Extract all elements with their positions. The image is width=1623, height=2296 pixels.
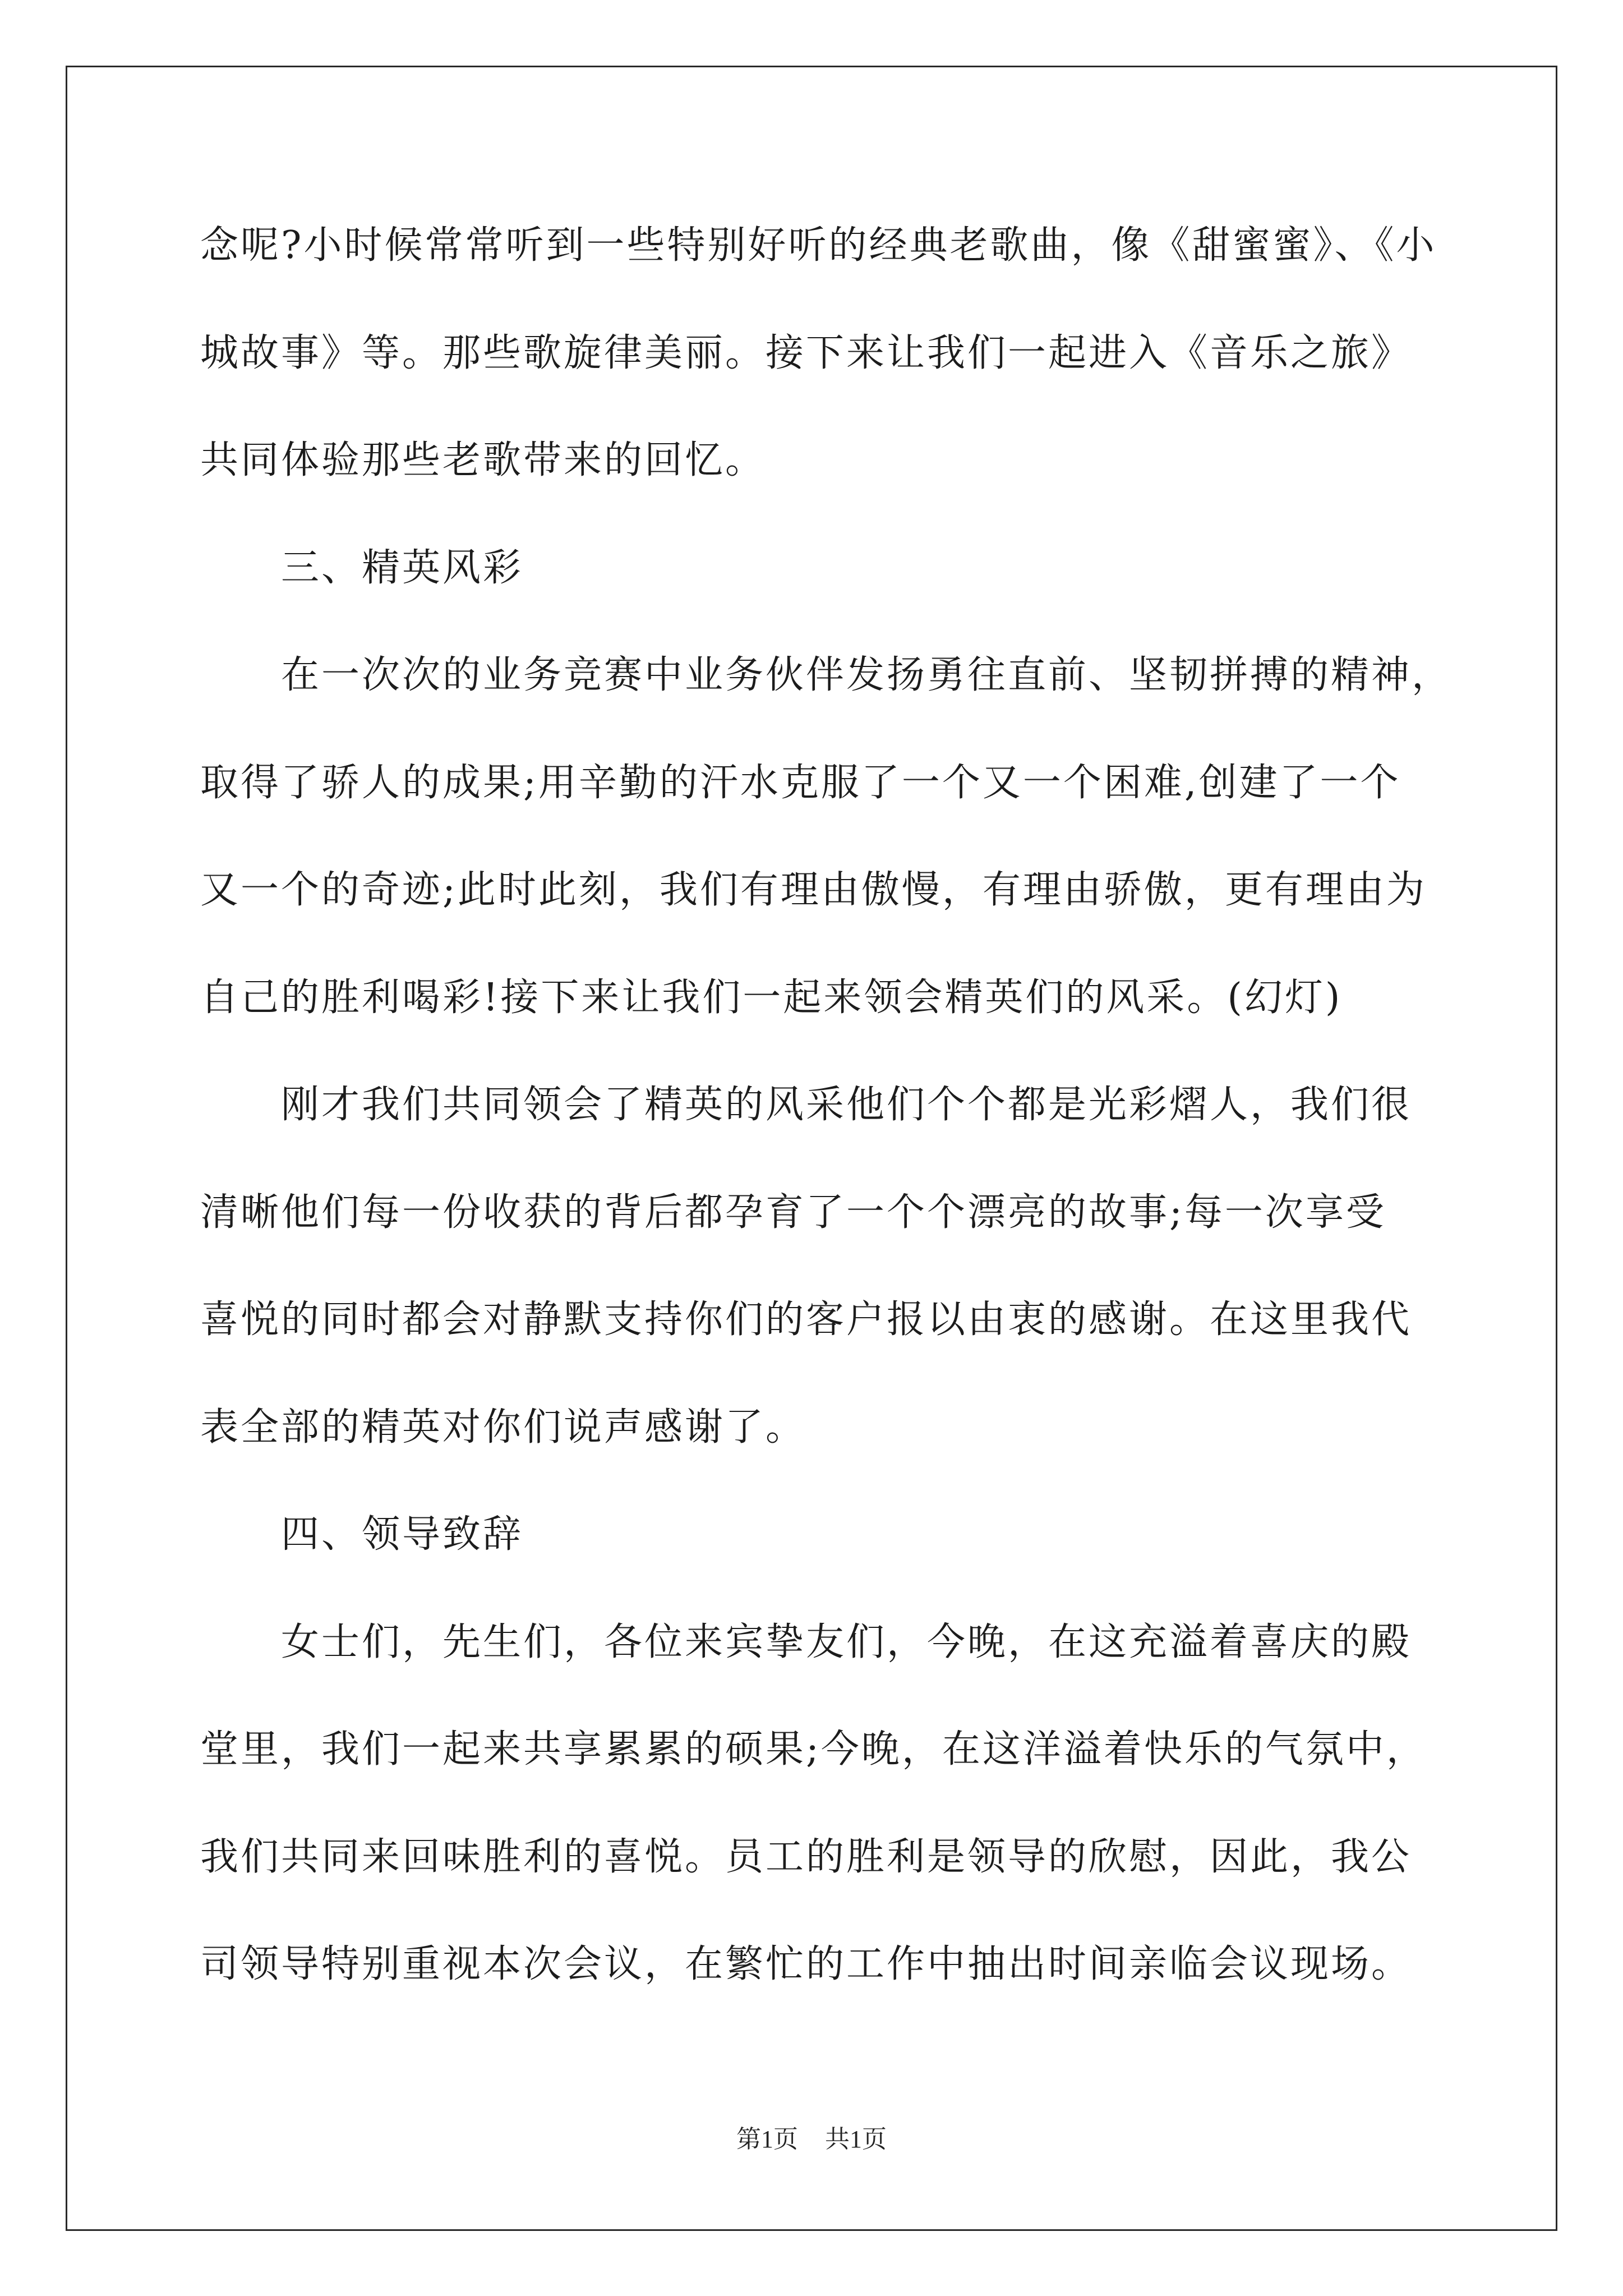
paragraph-line: 女士们，先生们，各位来宾挚友们，今晚，在这充溢着喜庆的殿 — [281, 1619, 1412, 1664]
current-page-number: 第1页 — [736, 2125, 798, 2153]
paragraph-line: 取得了骄人的成果;用辛勤的汗水克服了一个又一个困难,创建了一个 — [200, 760, 1401, 805]
section-heading: 四、领导致辞 — [281, 1512, 524, 1557]
paragraph — [200, 622, 1490, 1051]
paragraph-line: 司领导特别重视本次会议，在繁忙的工作中抽出时间亲临会议现场。 — [200, 1942, 1412, 1986]
paragraph — [200, 1051, 1490, 1481]
paragraph-line: 喜悦的同时都会对静默支持你们的客户报以由衷的感谢。在这里我代 — [200, 1297, 1412, 1342]
paragraph-line: 城故事》等。那些歌旋律美丽。接下来让我们一起进入《音乐之旅》 — [200, 330, 1412, 375]
total-pages: 共1页 — [825, 2125, 887, 2153]
section-heading: 三、精英风彩 — [281, 545, 524, 590]
page-footer — [0, 2125, 1623, 2154]
paragraph-line: 我们共同来回味胜利的喜悦。员工的胜利是领导的欣慰，因此，我公 — [200, 1834, 1412, 1879]
paragraph-line: 表全部的精英对你们说声感谢了。 — [200, 1405, 806, 1450]
paragraph-line: 堂里，我们一起来共享累累的硕果;今晚，在这洋溢着快乐的气氛中， — [200, 1727, 1427, 1772]
paragraph-line: 共同体验那些老歌带来的回忆。 — [200, 438, 766, 482]
paragraph-line: 刚才我们共同领会了精英的风采他们个个都是光彩熠人，我们很 — [281, 1083, 1412, 1127]
body-text — [200, 192, 1490, 2018]
paragraph-line: 清晰他们每一份收获的背后都孕育了一个个漂亮的故事;每一次享受 — [200, 1190, 1386, 1235]
paragraph-line: 念呢?小时候常常听到一些特别好听的经典老歌曲，像《甜蜜蜜》、《小 — [200, 223, 1437, 268]
paragraph — [200, 192, 1490, 514]
paragraph-line: 又一个的奇迹;此时此刻，我们有理由傲慢，有理由骄傲，更有理由为 — [200, 868, 1427, 912]
paragraph-line: 自己的胜利喝彩!接下来让我们一起来领会精英们的风采。(幻灯) — [200, 975, 1343, 1020]
paragraph — [200, 1589, 1490, 2018]
paragraph-line: 在一次次的业务竞赛中业务伙伴发扬勇往直前、坚韧拼搏的精神， — [281, 653, 1453, 697]
